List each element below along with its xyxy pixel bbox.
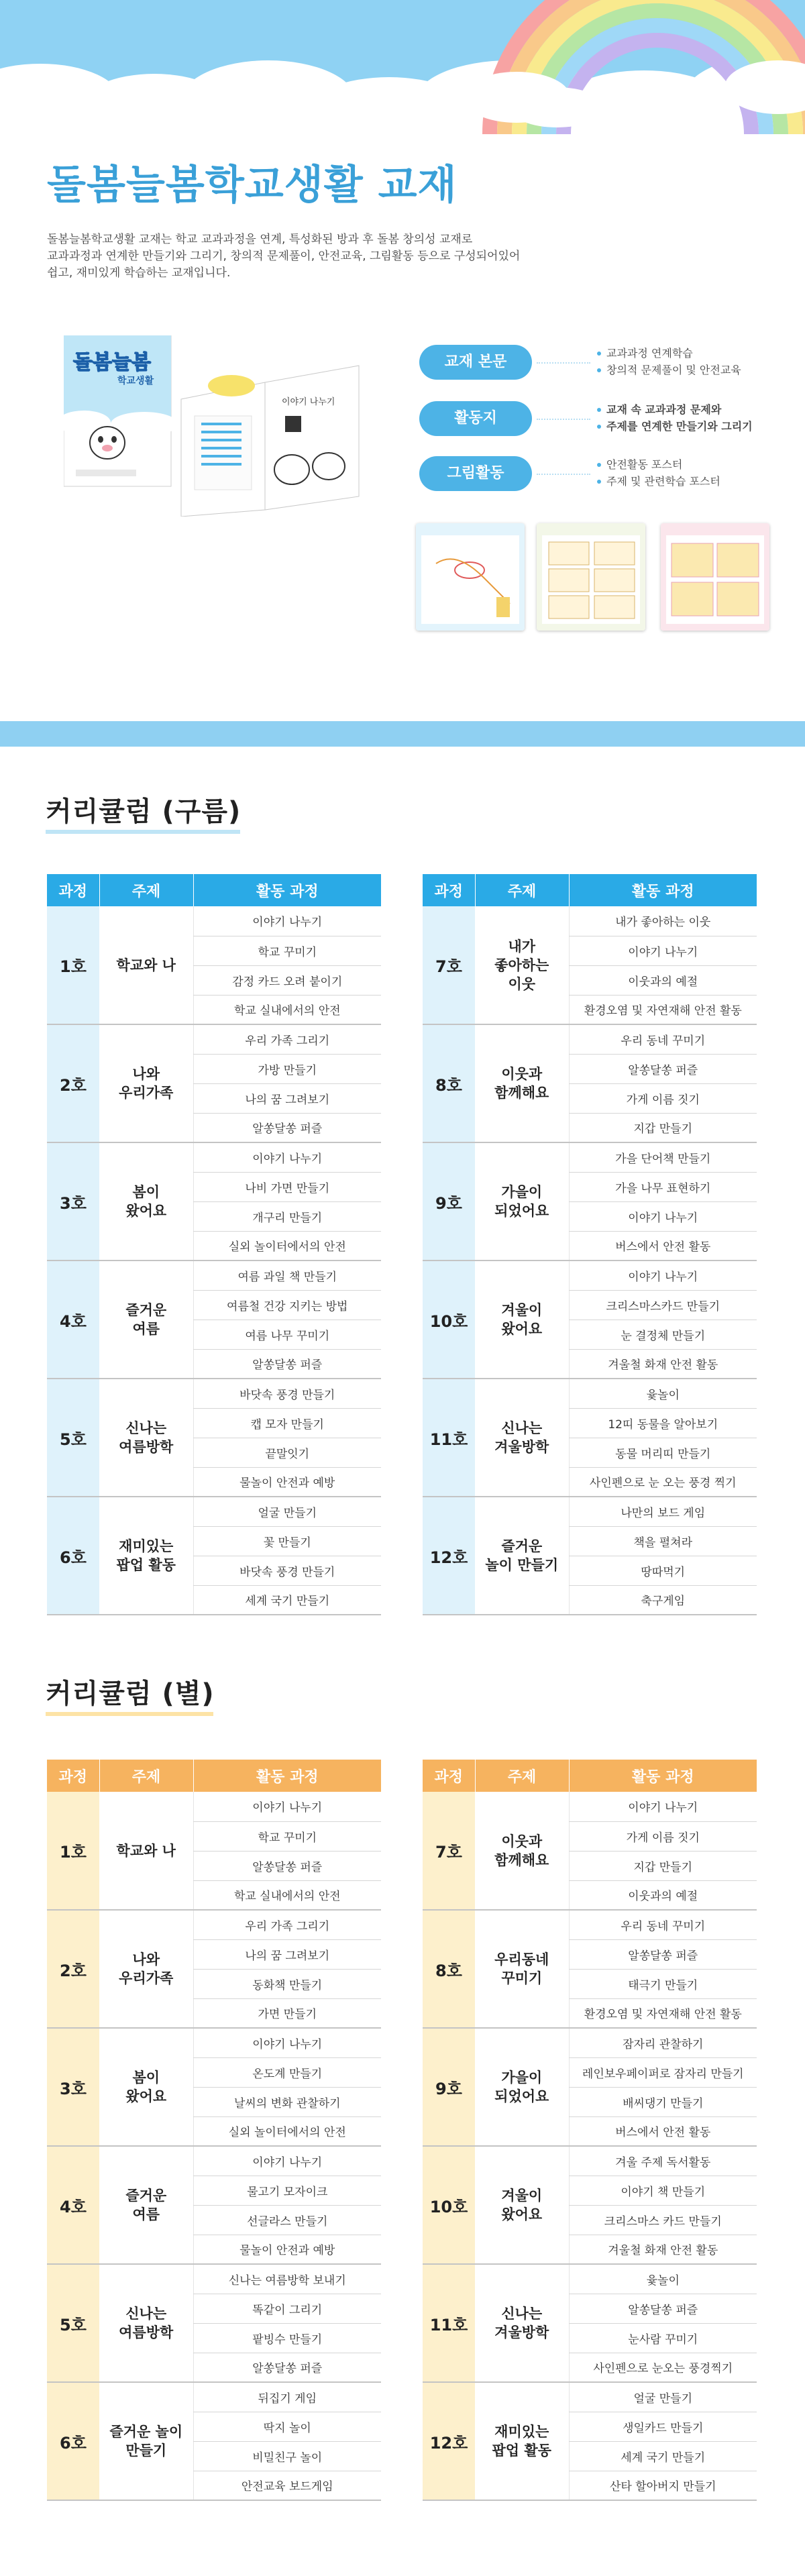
course-topic: 나와 우리가족 <box>99 1910 193 2028</box>
course-topic: 신나는 여름방학 <box>99 2264 193 2382</box>
course-number: 12호 <box>423 2382 475 2500</box>
activity-cell: 겨울 주제 독서활동 <box>569 2146 757 2176</box>
course-number: 9호 <box>423 2028 475 2146</box>
activity-cell: 팥빙수 만들기 <box>193 2323 381 2353</box>
activity-cell: 잠자리 관찰하기 <box>569 2028 757 2057</box>
course-topic: 재미있는 팝업 활동 <box>99 1497 193 1615</box>
feature-label-textbook: 교재 본문 <box>419 345 532 380</box>
activity-cell: 우리 동네 꾸미기 <box>569 1024 757 1054</box>
activity-cell: 우리 가족 그리기 <box>193 1910 381 1939</box>
table-row <box>47 906 381 936</box>
activity-cell: 선글라스 만들기 <box>193 2205 381 2235</box>
activity-cell: 배씨댕기 만들기 <box>569 2087 757 2116</box>
activity-cell: 이야기 나누기 <box>569 1201 757 1231</box>
course-number: 1호 <box>47 1792 99 1910</box>
feature-list-worksheet <box>597 401 753 435</box>
activity-cell: 세계 국기 만들기 <box>569 2441 757 2471</box>
activity-cell: 이야기 나누기 <box>193 1792 381 1821</box>
course-number: 2호 <box>47 1910 99 2028</box>
course-number: 1호 <box>47 906 99 1024</box>
activity-cell: 가을 나무 표현하기 <box>569 1172 757 1201</box>
activity-cell: 환경오염 및 자연재해 안전 활동 <box>569 995 757 1024</box>
hero-section <box>0 0 805 721</box>
header-course: 과정 <box>47 1760 99 1792</box>
course-topic: 재미있는 팝업 활동 <box>475 2382 569 2500</box>
activity-cell: 우리 동네 꾸미기 <box>569 1910 757 1939</box>
activity-cell: 이웃과의 예절 <box>569 965 757 995</box>
header-topic: 주제 <box>475 874 569 906</box>
cover-subtitle: 학교생활 <box>117 376 154 386</box>
activity-cell: 개구리 만들기 <box>193 1201 381 1231</box>
activity-cell: 나비 가면 만들기 <box>193 1172 381 1201</box>
activity-cell: 윷놀이 <box>569 2264 757 2294</box>
course-number: 10호 <box>423 2146 475 2264</box>
activity-cell: 이야기 나누기 <box>193 1142 381 1172</box>
course-number: 11호 <box>423 1379 475 1497</box>
course-number: 12호 <box>423 1497 475 1615</box>
activity-cell: 땅따먹기 <box>569 1556 757 1585</box>
activity-cell: 나의 꿈 그려보기 <box>193 1083 381 1113</box>
course-topic: 즐거운 놀이 만들기 <box>475 1497 569 1615</box>
table-row <box>47 1142 381 1172</box>
activity-cell: 캡 모자 만들기 <box>193 1408 381 1438</box>
table-row <box>47 1260 381 1290</box>
course-topic: 우리동네 꾸미기 <box>475 1910 569 2028</box>
activity-cell: 실외 놀이터에서의 안전 <box>193 2116 381 2146</box>
activity-cell: 동화책 만들기 <box>193 1969 381 1998</box>
table-row <box>47 1024 381 1054</box>
activity-cell: 가방 만들기 <box>193 1054 381 1083</box>
feature-list-textbook <box>597 345 741 378</box>
book-page-heading: 이야기 나누기 <box>282 397 335 407</box>
activity-cell: 12띠 동물을 알아보기 <box>569 1408 757 1438</box>
activity-cell: 동물 머리띠 만들기 <box>569 1438 757 1467</box>
table-row <box>423 2264 757 2294</box>
header-topic: 주제 <box>99 874 193 906</box>
table-row <box>423 1379 757 1408</box>
course-number: 5호 <box>47 2264 99 2382</box>
activity-cell: 이야기 나누기 <box>569 1260 757 1290</box>
connector <box>537 362 590 364</box>
table-row <box>47 2146 381 2176</box>
activity-cell: 학교 실내에서의 안전 <box>193 995 381 1024</box>
course-number: 10호 <box>423 1260 475 1379</box>
activity-cell: 신나는 여름방학 보내기 <box>193 2264 381 2294</box>
course-number: 6호 <box>47 2382 99 2500</box>
activity-cell: 똑같이 그리기 <box>193 2294 381 2323</box>
activity-cell: 버스에서 안전 활동 <box>569 2116 757 2146</box>
curriculum-table <box>47 874 381 1615</box>
activity-cell: 책을 펼쳐라 <box>569 1526 757 1556</box>
activity-cell: 이야기 나누기 <box>569 1792 757 1821</box>
activity-cell: 물고기 모자이크 <box>193 2176 381 2205</box>
course-topic: 신나는 겨울방학 <box>475 1379 569 1497</box>
header-course: 과정 <box>423 874 475 906</box>
activity-cell: 꽃 만들기 <box>193 1526 381 1556</box>
table-row <box>423 2382 757 2412</box>
activity-cell: 사인펜으로 눈 오는 풍경 찍기 <box>569 1467 757 1497</box>
worksheet-thumbnail <box>661 523 769 631</box>
activity-cell: 크리스마스카드 만들기 <box>569 1290 757 1320</box>
activity-cell: 학교 꾸미기 <box>193 936 381 965</box>
activity-cell: 알쏭달쏭 퍼즐 <box>569 2294 757 2323</box>
feature-item: 주제 및 관련학습 포스터 <box>597 473 720 490</box>
course-number: 5호 <box>47 1379 99 1497</box>
activity-cell: 이야기 나누기 <box>193 2028 381 2057</box>
activity-cell: 감정 카드 오려 붙이기 <box>193 965 381 995</box>
feature-item: 창의적 문제풀이 및 안전교육 <box>597 362 741 378</box>
activity-cell: 딱지 놀이 <box>193 2412 381 2441</box>
activity-cell: 뒤집기 게임 <box>193 2382 381 2412</box>
activity-cell: 물놀이 안전과 예방 <box>193 2235 381 2264</box>
title-underline <box>46 830 240 834</box>
table-row <box>423 1260 757 1290</box>
curriculum-table <box>47 1760 381 2501</box>
activity-cell: 세계 국기 만들기 <box>193 1585 381 1615</box>
textbook-mockup <box>64 335 379 517</box>
activity-cell: 태극기 만들기 <box>569 1969 757 1998</box>
activity-cell: 얼굴 만들기 <box>193 1497 381 1526</box>
activity-cell: 나만의 보드 게임 <box>569 1497 757 1526</box>
course-number: 3호 <box>47 1142 99 1260</box>
course-topic: 가을이 되었어요 <box>475 1142 569 1260</box>
course-number: 9호 <box>423 1142 475 1260</box>
header-course: 과정 <box>47 874 99 906</box>
course-topic: 즐거운 여름 <box>99 1260 193 1379</box>
connector <box>537 474 590 475</box>
course-topic: 즐거운 여름 <box>99 2146 193 2264</box>
page-title: 돌봄늘봄학교생활 교재 <box>47 162 458 209</box>
activity-cell: 바닷속 풍경 만들기 <box>193 1379 381 1408</box>
activity-cell: 이야기 나누기 <box>193 906 381 936</box>
course-number: 7호 <box>423 906 475 1024</box>
course-topic: 신나는 여름방학 <box>99 1379 193 1497</box>
course-number: 4호 <box>47 2146 99 2264</box>
course-topic: 나와 우리가족 <box>99 1024 193 1142</box>
course-topic: 이웃과 함께해요 <box>475 1792 569 1910</box>
activity-cell: 알쏭달쏭 퍼즐 <box>569 1939 757 1969</box>
curriculum-star-section <box>0 1632 805 2576</box>
activity-cell: 학교 꾸미기 <box>193 1821 381 1851</box>
cover-title: 돌봄늘봄 <box>73 351 151 374</box>
table-row <box>423 2028 757 2057</box>
course-topic: 겨울이 왔어요 <box>475 2146 569 2264</box>
activity-cell: 환경오염 및 자연재해 안전 활동 <box>569 1998 757 2028</box>
curriculum-table <box>423 874 757 1615</box>
activity-cell: 바닷속 풍경 만들기 <box>193 1556 381 1585</box>
worksheet-thumbnail <box>416 523 525 631</box>
activity-cell: 끝말잇기 <box>193 1438 381 1467</box>
feature-item: 주제를 연계한 만들기와 그리기 <box>597 418 753 435</box>
activity-cell: 가게 이름 짓기 <box>569 1821 757 1851</box>
activity-cell: 알쏭달쏭 퍼즐 <box>193 2353 381 2382</box>
feature-item: 안전활동 포스터 <box>597 456 720 473</box>
activity-cell: 여름철 건강 지키는 방법 <box>193 1290 381 1320</box>
table-row <box>423 1792 757 1821</box>
feature-list-drawing <box>597 456 720 490</box>
course-topic: 신나는 겨울방학 <box>475 2264 569 2382</box>
intro-line: 돌봄늘봄학교생활 교재는 학교 교과과정을 연계, 특성화된 방과 후 돌봄 창의성 교재로 <box>47 233 473 246</box>
activity-cell: 눈사람 꾸미기 <box>569 2323 757 2353</box>
header-activities: 활동 과정 <box>193 874 381 906</box>
course-topic: 즐거운 놀이 만들기 <box>99 2382 193 2500</box>
header-topic: 주제 <box>99 1760 193 1792</box>
activity-cell: 크리스마스 카드 만들기 <box>569 2205 757 2235</box>
table-row <box>47 1379 381 1408</box>
activity-cell: 지갑 만들기 <box>569 1113 757 1142</box>
section-title: 커리큘럼 (구름) <box>46 796 241 827</box>
activity-cell: 온도계 만들기 <box>193 2057 381 2087</box>
table-row <box>423 2146 757 2176</box>
connector <box>537 419 590 420</box>
activity-cell: 축구게임 <box>569 1585 757 1615</box>
course-number: 7호 <box>423 1792 475 1910</box>
activity-cell: 우리 가족 그리기 <box>193 1024 381 1054</box>
worksheet-thumbnail <box>537 523 645 631</box>
activity-cell: 사인펜으로 눈오는 풍경찍기 <box>569 2353 757 2382</box>
activity-cell: 날씨의 변화 관찰하기 <box>193 2087 381 2116</box>
activity-cell: 이야기 나누기 <box>193 2146 381 2176</box>
header-activities: 활동 과정 <box>569 874 757 906</box>
activity-cell: 겨울철 화재 안전 활동 <box>569 2235 757 2264</box>
feature-label-worksheet: 활동지 <box>419 401 532 436</box>
activity-cell: 이웃과의 예절 <box>569 1880 757 1910</box>
table-row <box>47 2028 381 2057</box>
course-number: 4호 <box>47 1260 99 1379</box>
course-topic: 가을이 되었어요 <box>475 2028 569 2146</box>
activity-cell: 내가 좋아하는 이웃 <box>569 906 757 936</box>
course-number: 6호 <box>47 1497 99 1615</box>
curriculum-table <box>423 1760 757 2501</box>
feature-label-drawing: 그림활동 <box>419 456 532 491</box>
rainbow-illustration <box>456 0 805 134</box>
table-row <box>47 1792 381 1821</box>
header-topic: 주제 <box>475 1760 569 1792</box>
course-number: 8호 <box>423 1024 475 1142</box>
activity-cell: 겨울철 화재 안전 활동 <box>569 1349 757 1379</box>
activity-cell: 알쏭달쏭 퍼즐 <box>193 1113 381 1142</box>
activity-cell: 물놀이 안전과 예방 <box>193 1467 381 1497</box>
curriculum-cloud-section <box>0 747 805 1632</box>
table-row <box>423 1024 757 1054</box>
intro-text <box>47 231 584 282</box>
section-title: 커리큘럼 (별) <box>46 1678 215 1709</box>
activity-cell: 이야기 나누기 <box>569 936 757 965</box>
table-row <box>47 1497 381 1526</box>
activity-cell: 알쏭달쏭 퍼즐 <box>193 1349 381 1379</box>
course-number: 11호 <box>423 2264 475 2382</box>
activity-cell: 버스에서 안전 활동 <box>569 1231 757 1260</box>
activity-cell: 알쏭달쏭 퍼즐 <box>193 1851 381 1880</box>
header-course: 과정 <box>423 1760 475 1792</box>
table-row <box>47 2264 381 2294</box>
table-row <box>423 1142 757 1172</box>
activity-cell: 윷놀이 <box>569 1379 757 1408</box>
intro-line: 쉽고, 재미있게 학습하는 교재입니다. <box>47 266 231 280</box>
activity-cell: 안전교육 보드게임 <box>193 2471 381 2500</box>
feature-item: 교과과정 연계학습 <box>597 345 741 362</box>
course-number: 3호 <box>47 2028 99 2146</box>
course-topic: 봄이 왔어요 <box>99 1142 193 1260</box>
header-activities: 활동 과정 <box>569 1760 757 1792</box>
course-topic: 봄이 왔어요 <box>99 2028 193 2146</box>
course-topic: 겨울이 왔어요 <box>475 1260 569 1379</box>
activity-cell: 눈 결정체 만들기 <box>569 1320 757 1349</box>
table-row <box>47 2382 381 2412</box>
activity-cell: 레인보우페이퍼로 잠자리 만들기 <box>569 2057 757 2087</box>
course-topic: 학교와 나 <box>99 906 193 1024</box>
table-row <box>423 1910 757 1939</box>
course-topic: 내가 좋아하는 이웃 <box>475 906 569 1024</box>
activity-cell: 가면 만들기 <box>193 1998 381 2028</box>
table-row <box>423 1497 757 1526</box>
course-topic: 학교와 나 <box>99 1792 193 1910</box>
header-activities: 활동 과정 <box>193 1760 381 1792</box>
activity-cell: 여름 과일 책 만들기 <box>193 1260 381 1290</box>
activity-cell: 얼굴 만들기 <box>569 2382 757 2412</box>
activity-cell: 알쏭달쏭 퍼즐 <box>569 1054 757 1083</box>
activity-cell: 이야기 책 만들기 <box>569 2176 757 2205</box>
title-underline <box>46 1712 213 1716</box>
activity-cell: 나의 꿈 그려보기 <box>193 1939 381 1969</box>
course-topic: 이웃과 함께해요 <box>475 1024 569 1142</box>
activity-cell: 비밀친구 놀이 <box>193 2441 381 2471</box>
activity-cell: 가을 단어책 만들기 <box>569 1142 757 1172</box>
activity-cell: 실외 놀이터에서의 안전 <box>193 1231 381 1260</box>
activity-cell: 생일카드 만들기 <box>569 2412 757 2441</box>
table-row <box>423 906 757 936</box>
intro-line: 교과과정과 연계한 만들기와 그리기, 창의적 문제풀이, 안전교육, 그림활동 등으로 구성되어있어 <box>47 250 521 263</box>
feature-item: 교재 속 교과과정 문제와 <box>597 401 753 418</box>
activity-cell: 산타 할아버지 만들기 <box>569 2471 757 2500</box>
table-row <box>47 1910 381 1939</box>
activity-cell: 지갑 만들기 <box>569 1851 757 1880</box>
activity-cell: 학교 실내에서의 안전 <box>193 1880 381 1910</box>
divider-band <box>0 721 805 747</box>
activity-cell: 가게 이름 짓기 <box>569 1083 757 1113</box>
activity-cell: 여름 나무 꾸미기 <box>193 1320 381 1349</box>
course-number: 2호 <box>47 1024 99 1142</box>
course-number: 8호 <box>423 1910 475 2028</box>
